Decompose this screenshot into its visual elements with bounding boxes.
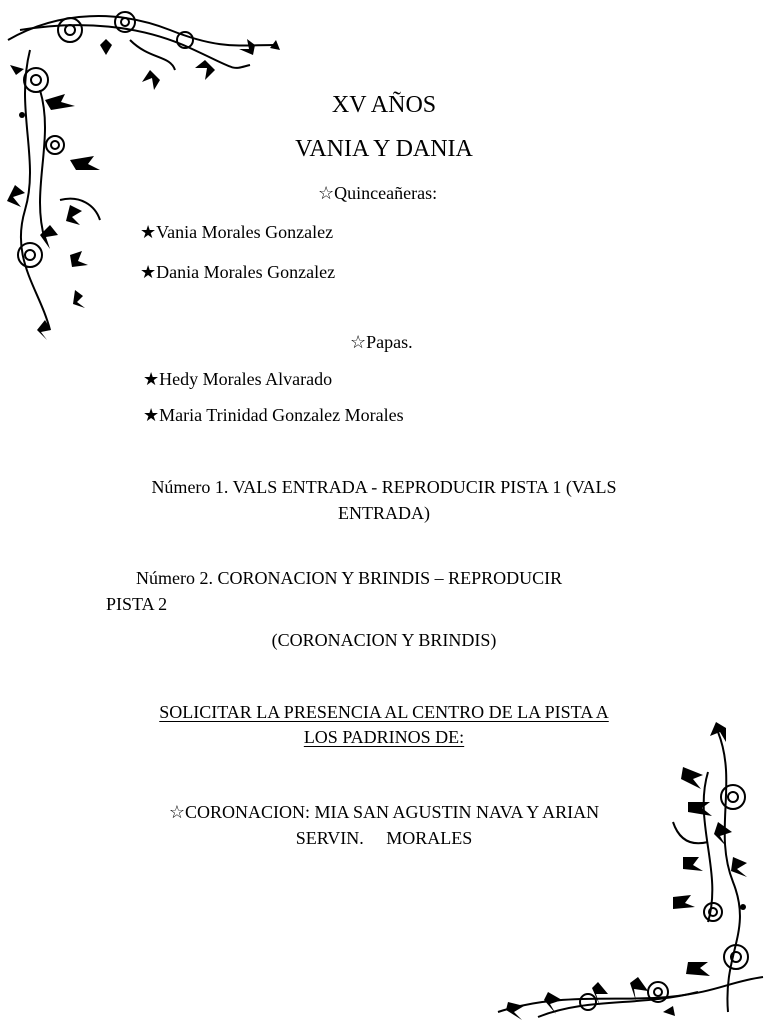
solicitar-line1: SOLICITAR LA PRESENCIA AL CENTRO DE LA PISTA A xyxy=(159,702,609,722)
quinceanera-name: ★Dania Morales Gonzalez xyxy=(140,262,336,282)
title-xv-anos: XV AÑOS xyxy=(331,92,437,118)
numero1-line2: ENTRADA) xyxy=(338,503,430,523)
numero2-line1: Número 2. CORONACION Y BRINDIS – REPRODUCIR xyxy=(136,568,563,588)
floral-ornament-top-left xyxy=(0,0,290,345)
numero2-line3: (CORONACION Y BRINDIS) xyxy=(271,630,497,650)
quinceaneras-heading: ☆Quinceañeras: xyxy=(318,183,438,203)
title-names: VANIA Y DANIA xyxy=(295,136,473,162)
floral-ornament-bottom-right xyxy=(478,712,768,1024)
papa-name: ★Hedy Morales Alvarado xyxy=(143,369,333,389)
papa-name: ★Maria Trinidad Gonzalez Morales xyxy=(143,405,404,425)
coronacion-line1: ☆CORONACION: MIA SAN AGUSTIN NAVA Y ARIAN xyxy=(168,802,600,822)
numero2-line2: PISTA 2 xyxy=(106,594,168,614)
solicitar-line2: LOS PADRINOS DE: xyxy=(303,727,465,747)
papas-heading: ☆Papas. xyxy=(350,332,413,352)
coronacion-line2: SERVIN. MORALES xyxy=(295,828,473,848)
quinceanera-name: ★Vania Morales Gonzalez xyxy=(140,222,334,242)
numero1-line1: Número 1. VALS ENTRADA - REPRODUCIR PISTA 1 (VALS xyxy=(151,477,617,497)
